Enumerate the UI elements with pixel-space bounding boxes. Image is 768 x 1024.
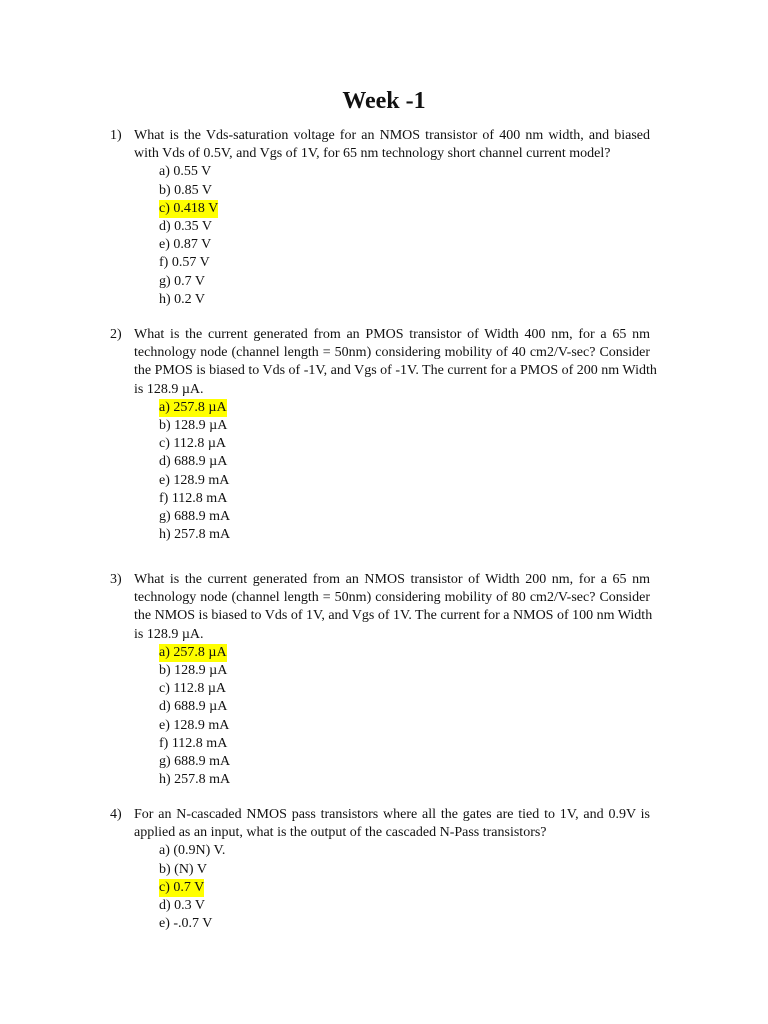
question-line: For an N-cascaded NMOS pass transistors where all the gates are tied to 1V, and 0.9V is: [134, 807, 650, 822]
answer-option: a) 0.55 V: [159, 164, 212, 180]
answer-option: e) 128.9 mA: [159, 472, 230, 488]
question-text: [134, 571, 653, 644]
answer-option: c) 112.8 µA: [159, 681, 227, 697]
question-line: applied as an input, what is the output of the cascaded N-Pass transistors?: [134, 825, 547, 841]
answer-option: d) 0.3 V: [159, 897, 206, 913]
answer-options: [159, 842, 225, 933]
question-line: is 128.9 µA.: [134, 381, 204, 397]
answer-option: f) 112.8 mA: [159, 735, 228, 751]
answer-option: e) 0.87 V: [159, 237, 212, 253]
answer-option-highlighted: a) 257.8 µA: [159, 399, 230, 417]
answer-option: g) 688.9 mA: [159, 753, 231, 769]
answer-option: g) 688.9 mA: [159, 508, 231, 524]
answer-options: [159, 163, 218, 309]
question-line: technology node (channel length = 50nm) considering mobility of 80 cm2/V-sec? Consider: [134, 590, 650, 606]
answer-option: h) 257.8 mA: [159, 527, 231, 543]
answer-option: b) (N) V: [159, 861, 207, 877]
answer-option: g) 0.7 V: [159, 273, 206, 289]
question-number: 3): [110, 572, 122, 587]
answer-option: b) 128.9 µA: [159, 417, 228, 433]
question-line: is 128.9 µA.: [134, 626, 204, 642]
question-text: [134, 127, 650, 163]
answer-option: b) 128.9 µA: [159, 662, 228, 678]
answer-option: d) 0.35 V: [159, 218, 213, 234]
question-line: What is the current generated from an NMOS transistor of Width 200 nm, for a 65 nm: [134, 572, 650, 587]
answer-option: f) 0.57 V: [159, 255, 210, 271]
answer-option: e) 128.9 mA: [159, 717, 230, 733]
question-text: [134, 326, 657, 399]
question-line: the PMOS is biased to Vds of -1V, and Vgs of -1V. The current for a PMOS of 200 nm Width: [134, 363, 657, 379]
answer-option: h) 0.2 V: [159, 291, 206, 307]
question-number: 2): [110, 327, 122, 342]
answer-options: [159, 399, 230, 545]
answer-option-highlighted: a) 257.8 µA: [159, 644, 230, 662]
answer-option: a) (0.9N) V.: [159, 843, 226, 859]
question-line: What is the Vds-saturation voltage for an NMOS transistor of 400 nm width, and biased: [134, 128, 650, 143]
question-number: 4): [110, 807, 122, 822]
answer-option: e) -.0.7 V: [159, 916, 213, 932]
question-text: [134, 806, 650, 842]
answer-option: d) 688.9 µA: [159, 699, 228, 715]
question-number: 1): [110, 128, 122, 143]
answer-option-highlighted: c) 0.418 V: [159, 200, 218, 218]
question-line: What is the current generated from an PMOS transistor of Width 400 nm, for a 65 nm: [134, 327, 650, 342]
answer-option: b) 0.85 V: [159, 182, 213, 198]
answer-options: [159, 644, 230, 790]
question-line: the NMOS is biased to Vds of 1V, and Vgs of 1V. The current for a NMOS of 100 nm Width: [134, 608, 653, 624]
answer-option: h) 257.8 mA: [159, 772, 231, 788]
question-line: with Vds of 0.5V, and Vgs of 1V, for 65 nm technology short channel current model?: [134, 146, 611, 162]
answer-option: c) 112.8 µA: [159, 436, 227, 452]
answer-option: f) 112.8 mA: [159, 490, 228, 506]
answer-option-highlighted: c) 0.7 V: [159, 879, 225, 897]
page-title: Week -1: [342, 88, 426, 114]
question-line: technology node (channel length = 50nm) considering mobility of 40 cm2/V-sec? Consider: [134, 345, 650, 361]
answer-option: d) 688.9 µA: [159, 454, 228, 470]
